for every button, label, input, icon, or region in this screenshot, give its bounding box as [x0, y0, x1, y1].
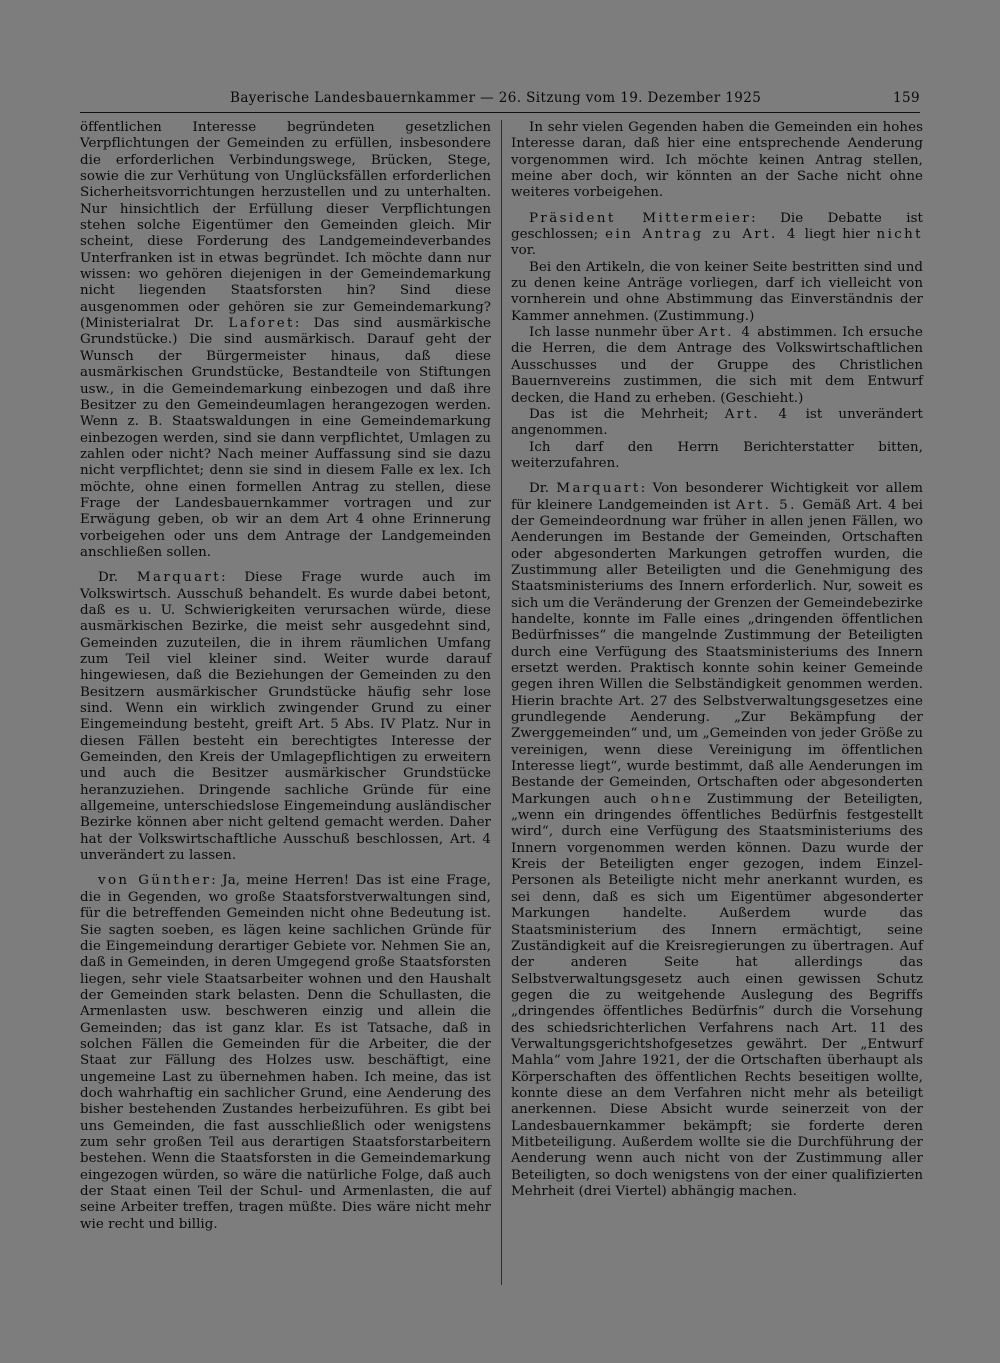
page-number: 159: [893, 90, 920, 106]
speaker-name: Laforet: [228, 316, 295, 332]
speaker-name: Marquart: [556, 481, 641, 497]
paragraph: Dr. Marquart: Diese Frage wurde auch im Volkswirtsch. Ausschuß behandelt. Es wurde dabei betont, daß es u. U. Schwierigkeiten verursachen würde, diese ausmärkischen Bezirke, die meist sehr ausgedehnt sind, Gemeinden zuzuteilen, die in ihrem räumlichen Umfang zum Teil viel kleiner sind. Weiter wurde darauf hingewiesen, daß die Beziehungen der Gemeinden zu den Besitzern ausmärkischer Grundstücke häufig sehr lose sind. Wenn ein wirklich zwingender Grund zu einer Eingemeindung besteht, greift Art. 5 Abs. IV Platz. Nur in diesen Fällen besteht ein berechtigtes Interesse der Gemeinden, den Kreis der Umlagepflichtigen zu erweitern und auch die Besitzer ausmärkischer Grundstücke heranzuziehen. Dringende sachliche Gründe für eine allgemeine, unterschiedslose Eingemeindung ausländischer Bezirke können aber nicht geltend gemacht werden. Daher hat der Volkswirtschaftliche Ausschuß beschlossen, Art. 4 unverändert zu lassen.: [80, 570, 491, 864]
paragraph: von Günther: Ja, meine Herren! Das ist eine Frage, die in Gegenden, wo große Staatsforstverwaltungen sind, für die betreffenden Gemeinden nicht ohne Bedeutung ist. Sie sagten soeben, es lägen keine sachlichen Gründe für die Eingemeindung derartiger Gebiete vor. Nehmen Sie an, daß in Gemeinden, in deren Umgegend große Staatsforsten liegen, sehr viele Staatsarbeiter wohnen und den Haushalt der Gemeinden stark belasten. Denn die Schullasten, die Armenlasten usw. beschweren einzig und allein die Gemeinden; das ist ganz klar. Es ist Tatsache, daß in solchen Fällen die Gemeinden für die Arbeiter, die der Staat zur Fällung des Holzes usw. beschäftigt, eine ungemeine Last zu übernehmen haben. Ich meine, das ist doch wahrhaftig ein sachlicher Grund, eine Aenderung des bisher bestehenden Zustandes herbeizuführen. Es gibt bei uns Gemeinden, die fast ausschließlich oder wenigstens zum sehr großen Teil aus derartigen Staatsforstarbeitern bestehen. Wenn die Staatsforsten in die Gemeindemarkung eingezogen würden, so wäre die natürliche Folge, daß auch der Staat einen Teil der Schul- und Armenlasten, die auf seine Arbeiter treffen, tragen müßte. Dies wäre nicht mehr wie recht und billig.: [80, 873, 491, 1232]
speaker-name: von Günther: [98, 873, 212, 889]
right-column: [511, 120, 923, 1200]
page-header: [80, 88, 920, 110]
speaker-name: Marquart: [136, 570, 222, 586]
paragraph: Ich darf den Herrn Berichterstatter bitten, weiterzufahren.: [511, 439, 923, 471]
paragraph: Das ist die Mehrheit; Art. 4 ist unverändert angenommen.: [511, 406, 923, 439]
paragraph: Dr. Marquart: Von besonderer Wichtigkeit vor allem für kleinere Landgemeinden ist Art. 5. Gemäß Art. 4 bei der Gemeindeordnung war früher in allen jenen Fällen, wo Aenderungen im Bestande der Gemeinden, Ortschaften oder abgesonderten Markungen getroffen wurden, die Zustimmung aller Beteiligten und die Genehmigung des Staatsministeriums des Innern erforderlich. Nur, soweit es sich um die Veränderung der Grenzen der Gemeindebezirke handelte, konnte im Falle eines „dringenden öffentlichen Bedürfnisses“ die mangelnde Zustimmung der Beteiligten durch eine Verfügung des Staatsministeriums des Innern ersetzt werden. Praktisch konnte sohin keiner Gemeinde gegen ihren Willen die Selbständigkeit genommen werden. Hierin brachte Art. 27 des Selbstverwaltungsgesetzes eine grundlegende Aenderung. „Zur Bekämpfung der Zwerggemeinden“ und, um „Gemeinden von jeder Größe zu vereinigen, wenn diese Vereinigung im öffentlichen Interesse liegt“, wurde bestimmt, daß alle Aenderungen im Bestande der Gemeinden, Ortschaften oder abgesonderten Markungen auch ohne Zustimmung der Beteiligten, „wenn ein dringendes öffentliches Bedürfnis festgestellt wird“, durch eine Verfügung des Staatsministeriums des Innern vorgenommen werden können. Dazu wurde der Kreis der Beteiligten enger gezogen, indem Einzel-Personen als Beteiligte nicht mehr anerkannt wurden, es sei denn, daß es sich um Eigentümer abgesonderter Markungen handelte. Außerdem wurde das Staatsministerium des Innern ermächtigt, seine Zuständigkeit auf die Kreisregierungen zu übertragen. Auf der anderen Seite hat allerdings das Selbstverwaltungsgesetz auch einen gewissen Schutz gegen die zu weitgehende Auslegung des Begriffs „dringendes öffentliches Bedürfnis“ durch die Vorsehung des schiedsrichterlichen Verfahrens nach Art. 11 des Verwaltungsgerichtshofgesetzes gewährt. Der „Entwurf Mahla“ vom Jahre 1921, der die Ortschaften überhaupt als Körperschaften des öffentlichen Rechts beseitigen wollte, konnte diese an dem Verfahren nicht mehr als beteiligt anerkennen. Diese Absicht wurde seinerzeit von der Landesbauernkammer bekämpft; sie forderte deren Mitbeteiligung. Außerdem wollte sie die Durchführung der Aenderung wenn auch nicht von der Zustimmung aller Beteiligten, so doch wenigstens von der einer qualifizierten Mehrheit (drei Viertel) abhängig machen.: [511, 481, 924, 1199]
running-title: Bayerische Landesbauernkammer — 26. Sitzung vom 19. Dezember 1925: [230, 90, 762, 106]
paragraph: Bei den Artikeln, die von keiner Seite bestritten sind und zu denen keine Anträge vorliegen, darf ich vielleicht von vornherein und ohne Abstimmung das Einverständnis der Kammer annehmen. (Zustimmung.): [511, 259, 923, 324]
paragraph: Präsident Mittermeier: Die Debatte ist geschlossen; ein Antrag zu Art. 4 liegt hier nicht vor.: [511, 210, 923, 259]
speaker-name: Präsident Mittermeier: [529, 210, 752, 226]
header-rule: [80, 112, 920, 113]
paragraph: öffentlichen Interesse begründeten gesetzlichen Verpflichtungen der Gemeinden zu erfüllen, insbesondere die erforderlichen Verbindungswege, Brücken, Stege, sowie die zur Verhütung von Unglücksfällen erforderlichen Sicherheitsvorrichtungen herzustellen und zu unterhalten. Nur hinsichtlich der Erfüllung dieser Verpflichtungen stehen solche Eigentümer den Gemeinden gleich. Mir scheint, diese Forderung des Landgemeindeverbandes Unterfranken ist in etwas begründet. Ich möchte dann nur wissen: wo gehören diejenigen in der Gemeindemarkung nicht liegenden Staatsforsten hin? Sind diese ausgenommen oder gehören sie zur Gemeindemarkung? (Ministerialrat Dr. Laforet: Das sind ausmärkische Grundstücke.) Die sind ausmärkisch. Darauf geht der Wunsch der Bürgermeister hinaus, daß diese ausmärkischen Grundstücke, Bestandteile von Stiftungen usw., in die Gemeindemarkung einbezogen und daß ihre Besitzer zu den Gemeindeumlagen herangezogen werden. Wenn z. B. Staatswaldungen in eine Gemeindemarkung einbezogen werden, sind sie dann verpflichtet, Umlagen zu zahlen oder nicht? Nach meiner Auffassung sind sie dazu nicht verpflichtet; denn sie sind in diesem Falle ex lex. Ich möchte, ohne einen formellen Antrag zu stellen, diese Frage der Landesbauernkammer vortragen und zur Erwägung geben, ob wir an dem Art 4 ohne Erinnerung vorbeigehen oder uns dem Antrage der Landgemeinden anschließen sollen.: [80, 120, 491, 560]
paragraph: In sehr vielen Gegenden haben die Gemeinden ein hohes Interesse daran, daß hier eine entsprechende Aenderung vorgenommen wird. Ich möchte keinen Antrag stellen, meine aber doch, wir könnten an der Sache nicht ohne weiteres vorbeigehen.: [511, 120, 923, 201]
paragraph: Ich lasse nunmehr über Art. 4 abstimmen. Ich ersuche die Herren, die dem Antrage des Volkswirtschaftlichen Ausschusses und der Gruppe des Christlichen Bauernvereins zustimmen, die sich mit dem Entwurf decken, die Hand zu erheben. (Geschieht.): [511, 325, 923, 406]
column-divider: [501, 120, 502, 1285]
left-column: [80, 120, 491, 1233]
